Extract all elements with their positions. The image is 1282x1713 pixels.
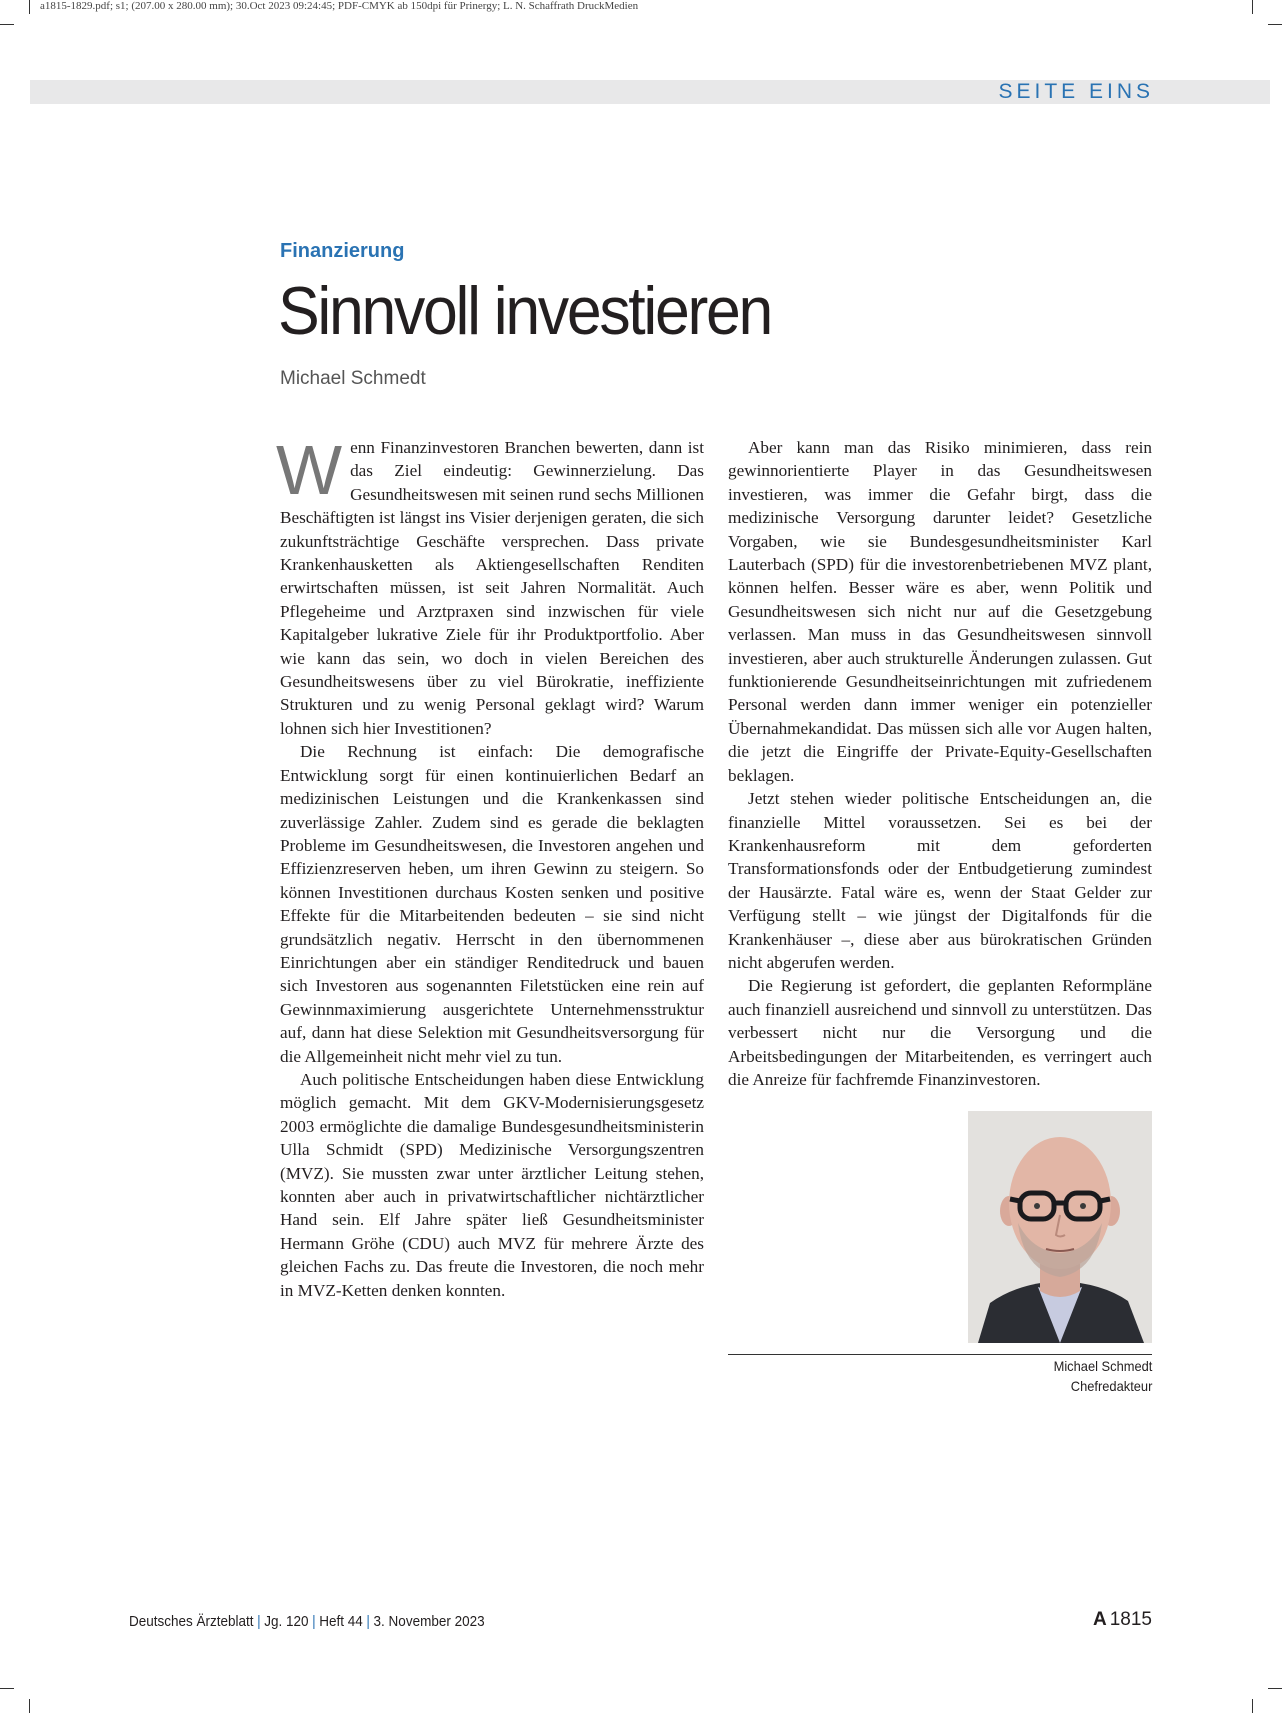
- page-number: [1093, 1609, 1152, 1631]
- crop-mark-bottom-right-h: [1268, 1688, 1282, 1689]
- caption-rule: [728, 1354, 1152, 1355]
- crop-mark-top-left-h: [0, 24, 14, 25]
- footer-separator: |: [366, 1613, 370, 1630]
- crop-mark-top-right-h: [1268, 24, 1282, 25]
- paragraph: Aber kann man das Risiko minimieren, dass rein gewinnorientierte Player in das Gesundheitswesen investieren, was immer die Gefahr birgt, dass die medizinische Versorgung darunter leidet? Gesetzliche Vorgaben, wie sie Bundesgesundheitsminister Karl Lauterbach (SPD) für die investorenbetriebenen MVZ plant, können helfen. Besser wäre es aber, wenn Politik und Gesundheitswesen sich nicht nur auf die Gesetzgebung verlassen. Man muss in das Gesundheitswesen sinnvoll investieren, aber auch strukturelle Änderungen zulassen. Gut funktionierende Gesundheitseinrichtungen mit zufriedenem Personal werden dann immer weniger ein potenzieller Übernahmekandidat. Das müssen sich alle vor Augen halten, die jetzt die Eingriffe der Private-Equity-Gesellschaften beklagen.: [728, 438, 1152, 785]
- portrait-caption: [1045, 1356, 1152, 1396]
- crop-mark-bottom-right-v: [1252, 1699, 1253, 1713]
- crop-mark-top-right-v: [1252, 0, 1253, 14]
- footer-issue: Heft 44: [319, 1613, 363, 1630]
- footer-volume: Jg. 120: [264, 1613, 309, 1630]
- crop-mark-bottom-left-v: [29, 1699, 30, 1713]
- footer-journal: Deutsches Ärzteblatt: [129, 1613, 254, 1630]
- page-number-value: 1815: [1109, 1609, 1152, 1630]
- footer-separator: |: [257, 1613, 261, 1630]
- paragraph: Jetzt stehen wieder politische Entscheidungen an, die finanzielle Mittel voraussetzen. Sei es bei der Krankenhausreform mit dem geforderten Transformationsfonds oder der Entbudgetierung zumindest der Hausärzte. Fatal wäre es, wenn der Staat Gelder zur Verfügung stellt – wie jüngst der Digitalfonds für die Krankenhäuser –, diese aber aus bürokratischen Gründen nicht abgerufen werden.: [728, 789, 1152, 972]
- crop-mark-bottom-left-h: [0, 1688, 14, 1689]
- footer-citation: [129, 1613, 485, 1630]
- paragraph-text: enn Finanzinvestoren Branchen bewerten, dann ist das Ziel eindeutig: Gewinnerzielung. Das Gesundheitswesen mit seinen rund sechs Millionen Beschäftigten ist längst ins Visier derjenigen geraten, die sich zukunftsträchtige Geschäfte versprechen. Dass private Krankenhausketten als Aktiengesellschaften Renditen erwirtschaften müssen, ist seit Jahren Normalität. Auch Pflegeheime und Arztpraxen sind inzwischen für viele Kapitalgeber lukrative Ziele für ihr Produktportfolio. Aber wie kann das sein, wo doch in vielen Bereichen des Gesundheitswesens über zu viel Bürokratie, ineffiziente Strukturen und zu wenig Personal geklagt wird? Warum lohnen sich hier Investitionen?: [280, 438, 704, 738]
- footer-separator: |: [312, 1613, 316, 1630]
- page-prefix: A: [1092, 1609, 1107, 1630]
- paragraph: Auch politische Entscheidungen haben diese Entwicklung möglich gemacht. Mit dem GKV-Modernisierungsgesetz 2003 ermöglichte die damalige Bundesgesundheitsministerin Ulla Schmidt (SPD) Medizinische Versorgungszentren (MVZ). Sie mussten zwar unter ärztlicher Leitung stehen, konnten aber auch in privatwirtschaftlicher nichtärztlicher Hand sein. Elf Jahre später ließ Gesundheitsminister Hermann Gröhe (CDU) auch MVZ für mehrere Ärzte des gleichen Fachs zu. Das freute die Investoren, die noch mehr in MVZ-Ketten denken konnten.: [280, 1069, 704, 1300]
- dropcap: W: [276, 431, 343, 509]
- right-column: [728, 436, 1152, 1091]
- article-author: Michael Schmedt: [280, 368, 426, 389]
- article-kicker: Finanzierung: [280, 240, 405, 262]
- author-portrait: [968, 1111, 1152, 1343]
- print-slug: a1815-1829.pdf; s1; (207.00 x 280.00 mm); 30.Oct 2023 09:24:45; PDF-CMYK ab 150dpi für Prinergy; L. N. Schaffrath DruckMedien: [40, 0, 639, 12]
- paragraph: [276, 431, 704, 740]
- crop-mark-top-left-v: [29, 0, 30, 14]
- footer-date: 3. November 2023: [373, 1613, 485, 1630]
- portrait-illustration: [968, 1111, 1152, 1343]
- caption-name: Michael Schmedt: [1053, 1358, 1152, 1374]
- section-label: SEITE EINS: [998, 80, 1154, 103]
- article-title: Sinnvoll investieren: [278, 273, 772, 349]
- paragraph: Die Regierung ist gefordert, die geplanten Reformpläne auch finanziell ausreichend und sinnvoll zu unterstützen. Das verbessert nicht nur die Versorgung und die Arbeitsbedingungen der Mitarbeitenden, es verringert auch die Anreize für fachfremde Finanzinvestoren.: [728, 976, 1152, 1089]
- paragraph: Die Rechnung ist einfach: Die demografische Entwicklung sorgt für einen kontinuierlichen Bedarf an medizinischen Leistungen und die Krankenkassen sind zuverlässige Zahler. Zudem sind es gerade die beklagten Probleme im Gesundheitswesen, die Investoren angehen und Effizienzreserven heben, um ihren Gewinn zu steigern. So können Investitionen durchaus Kosten senken und positive Effekte für die Mitarbeitenden bedeuten – sie sind nicht grundsätzlich negativ. Herrscht in den übernommenen Einrichtungen aber ein ständiger Renditedruck und bauen sich Investoren aus sogenannten Filetstücken eine rein auf Gewinnmaximierung ausgerichtete Unternehmensstruktur auf, dann hat diese Selektion mit Gesundheitsversorgung für die Allgemeinheit nicht mehr viel zu tun.: [280, 742, 704, 1066]
- caption-role: Chefredakteur: [1070, 1378, 1152, 1394]
- left-column: [276, 431, 704, 1302]
